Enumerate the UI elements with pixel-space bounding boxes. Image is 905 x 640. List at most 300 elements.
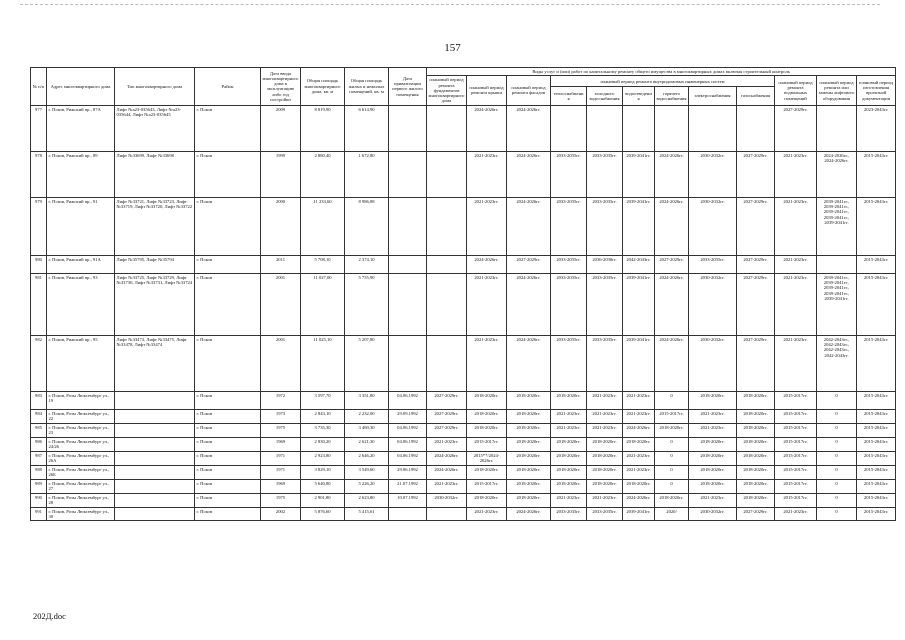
cell-total-area: 3 829,10 [301,465,345,479]
cell-year: 2001 [261,273,301,335]
cell-privat: 29.09.1992 [389,409,427,423]
cell-facade: 2024-2026гг. [507,507,551,521]
cell-docs: 2015-2043гг. [857,507,896,521]
cell-electro: 2030-2032гг. [689,507,737,521]
cell-docs: 2015-2043гг. [857,273,896,335]
cell-address: г. Псков, Розы Люксембург ул., 28 [47,493,115,507]
cell-roof: 2021-2023гг. [467,335,507,391]
cell-total-area: 11 233,60 [301,197,345,255]
cell-type: Лифт №33699, Лифт №33698 [115,151,195,197]
cell-privat [389,273,427,335]
cell-basement: 2015-2017гг. [775,451,817,465]
table-row [31,105,896,151]
cell-year: 1969 [261,437,301,451]
cell-sewer: 2039-2041гг. [623,507,655,521]
cell-living-area: 5 415,61 [345,507,389,521]
cell-total-area: 3 735,30 [301,423,345,437]
cell-living-area: 5 226,20 [345,479,389,493]
cell-lift: 2024-2026гг., 2024-2026гг. [817,151,857,197]
cell-type: Лифт №33725, Лифт №33729, Лифт №33730, Лифт №33731, Лифт №33724 [115,273,195,335]
col-roof: плановый период ремонта крыши [467,76,507,105]
cell-facade: 2024-2026гг. [507,105,551,151]
cell-address: г. Псков, Розы Люксембург ул., 27 [47,479,115,493]
cell-cold-water: 2033-2035гг. [587,273,623,335]
cell-type: Лифт №а23-035643, Лифт №а23-035644, Лифт №а23-035645 [115,105,195,151]
cell-electro: 2018-2020гг. [689,479,737,493]
cell-address: г. Псков, Рижский пр., 93 [47,273,115,335]
cell-foundation: 2021-2023гг. [427,437,467,451]
cell-gas: 2018-2020гг. [737,451,775,465]
cell-basement: 2015-2017гг. [775,465,817,479]
cell-living-area: 3 469,30 [345,423,389,437]
cell-heat [551,105,587,151]
table-row [31,423,896,437]
cell-living-area: 2 646,20 [345,451,389,465]
cell-hot-water: 2024-2026гг. [655,335,689,391]
cell-heat: 2021-2023гг. [551,409,587,423]
cell-living-area: 1 672,80 [345,151,389,197]
cell-address: г. Псков, Розы Люксембург ул., 30 [47,507,115,521]
cell-privat [389,197,427,255]
col-cold-water: холодного водоснабжения [587,87,623,105]
cell-district: г. Псков [195,465,261,479]
col-district: Район [195,68,261,106]
cell-roof: 2018-2020гг. [467,493,507,507]
cell-total-area: 2 880,40 [301,151,345,197]
cell-cold-water: 2021-2023гг. [587,391,623,409]
cell-district: г. Псков [195,151,261,197]
cell-foundation: 2027-2029гг. [427,409,467,423]
cell-cold-water: 2018-2020гг. [587,451,623,465]
cell-hot-water: 0 [655,451,689,465]
cell-docs: 2023-2043гг. [857,105,896,151]
col-sewer: водоотведения [623,87,655,105]
cell-roof: 2021-2023гг. [467,507,507,521]
cell-docs: 2015-2043гг. [857,423,896,437]
cell-hot-water: 2024-2026гг. [655,197,689,255]
cell-foundation [427,507,467,521]
cell-total-area: 2 843,10 [301,409,345,423]
cell-gas: 2018-2020гг. [737,423,775,437]
page-number: 157 [444,42,461,54]
cell-foundation: 2021-2023гг. [427,479,467,493]
cell-heat: 2033-2035гг. [551,255,587,273]
cell-hot-water: 2015-2017гг. [655,409,689,423]
col-group-works: Виды услуг и (или) работ по капитальному ремонту общего имущества в многоквартирных домах включая строительный контроль [427,68,896,76]
cell-roof: 2018-2020гг. [467,391,507,409]
cell-sewer [623,105,655,151]
cell-num: 982 [31,335,47,391]
cell-heat: 2021-2023гг. [551,493,587,507]
cell-gas: 2027-2029гг. [737,151,775,197]
cell-docs: 2015-2043гг. [857,335,896,391]
cell-basement: 2021-2023гг. [775,151,817,197]
cell-living-area: 5 207,80 [345,335,389,391]
cell-num: 987 [31,451,47,465]
cell-docs: 2015-2043гг. [857,151,896,197]
cell-year: 2001 [261,335,301,391]
col-year: Дата ввода многоквартирного дома в эксплуатацию либо год постройки [261,68,301,106]
cell-gas [737,105,775,151]
repair-program-table-wrapper [30,67,894,521]
cell-hot-water: 2018-2020гг. [655,423,689,437]
cell-district: г. Псков [195,391,261,409]
col-lift: плановый период ремонта или замены лифтового оборудования [817,76,857,105]
cell-heat: 2033-2035гг. [551,273,587,335]
cell-year: 2002 [261,507,301,521]
cell-district: г. Псков [195,197,261,255]
cell-year: 1973 [261,409,301,423]
cell-basement: 2027-2029гг. [775,105,817,151]
cell-docs: 2015-2043гг. [857,437,896,451]
cell-facade: 2024-2026гг. [507,151,551,197]
cell-address: г. Псков, Розы Люксембург ул., 26Б [47,465,115,479]
cell-lift: 0 [817,507,857,521]
table-row [31,273,896,335]
table-row [31,451,896,465]
cell-address: г. Псков, Рижский пр., 91 [47,197,115,255]
cell-heat: 2033-2035гг. [551,151,587,197]
cell-basement: 2015-2017гг. [775,391,817,409]
cell-district: г. Псков [195,507,261,521]
cell-electro: 2018-2020гг. [689,391,737,409]
cell-living-area: 6 614,90 [345,105,389,151]
cell-lift: 2039-2041гг., 2039-2041гг., 2039-2041гг., 2039-2041гг., 2039-2041гг. [817,273,857,335]
cell-hot-water: 0 [655,391,689,409]
cell-district: г. Псков [195,437,261,451]
cell-cold-water: 2033-2035гг. [587,335,623,391]
cell-hot-water: 2018-2020гг. [655,493,689,507]
cell-sewer: 2039-2041гг. [623,273,655,335]
cell-type [115,423,195,437]
cell-foundation [427,255,467,273]
cell-electro: 2021-2023гг. [689,409,737,423]
cell-docs: 2015-2043гг. [857,465,896,479]
cell-district: г. Псков [195,423,261,437]
cell-hot-water: 2020/ [655,507,689,521]
cell-lift [817,255,857,273]
cell-electro [689,105,737,151]
cell-total-area: 5 640,80 [301,479,345,493]
cell-total-area: 5 876,60 [301,507,345,521]
cell-facade: 2024-2026гг. [507,335,551,391]
cell-cold-water: 2018-2020гг. [587,437,623,451]
cell-gas: 2018-2020гг. [737,493,775,507]
table-row [31,479,896,493]
cell-sewer: 2018-2020гг. [623,437,655,451]
cell-sewer: 2021-2023гг. [623,391,655,409]
cell-facade: 2018-2020гг. [507,451,551,465]
cell-facade: 2018-2020гг. [507,409,551,423]
cell-lift: 0 [817,423,857,437]
cell-num: 977 [31,105,47,151]
cell-docs: 2015-2043гг. [857,391,896,409]
cell-year: 1975 [261,493,301,507]
cell-docs: 2015-2043гг. [857,479,896,493]
cell-privat [389,335,427,391]
cell-type [115,465,195,479]
col-group-systems: плановый период ремонта внутридомовых инженерных систем [551,76,775,87]
cell-privat [389,255,427,273]
table-row [31,335,896,391]
cell-basement: 2021-2023гг. [775,273,817,335]
cell-total-area: 3 597,70 [301,391,345,409]
cell-cold-water: 2021-2023гг. [587,409,623,423]
cell-gas: 2027-2029гг. [737,507,775,521]
cell-total-area: 11 025,10 [301,335,345,391]
cell-gas: 2027-2029гг. [737,255,775,273]
cell-num: 981 [31,273,47,335]
cell-roof: 2021-2023гг. [467,197,507,255]
col-living-area: Общая площадь жилых и нежилых помещений, кв. м [345,68,389,106]
col-electro: электроснабжения [689,87,737,105]
cell-basement: 2015-2017гг. [775,423,817,437]
header-row-1 [31,68,896,76]
table-row [31,151,896,197]
cell-year: 1999 [261,151,301,197]
cell-sewer: 2042-2043гг. [623,255,655,273]
cell-electro: 2030-2032гг. [689,151,737,197]
cell-roof: 2018-2020гг. [467,409,507,423]
cell-gas: 2027-2029гг. [737,335,775,391]
cell-type [115,479,195,493]
cell-foundation: 2027-2029гг. [427,423,467,437]
cell-facade: 2018-2020гг. [507,391,551,409]
cell-address: г. Псков, Рижский пр., 87А [47,105,115,151]
cell-roof: 2015-2017гг. [467,479,507,493]
cell-lift: 0 [817,493,857,507]
cell-foundation [427,335,467,391]
cell-lift: 0 [817,451,857,465]
cell-living-area: 8 986,88 [345,197,389,255]
cell-gas: 2018-2020гг. [737,391,775,409]
cell-privat [389,507,427,521]
cell-district: г. Псков [195,335,261,391]
cell-num: 990 [31,493,47,507]
cell-num: 989 [31,479,47,493]
cell-type [115,409,195,423]
cell-lift: 0 [817,479,857,493]
cell-basement: 2021-2023гг. [775,507,817,521]
table-row [31,465,896,479]
cell-electro: 2030-2032гг. [689,335,737,391]
cell-hot-water: 2024-2026гг. [655,273,689,335]
cell-hot-water: 0 [655,437,689,451]
col-num: № п/п [31,68,47,106]
cell-docs: 2015-2043гг. [857,255,896,273]
cell-sewer: 2039-2041гг. [623,335,655,391]
cell-basement: 2015-2017гг. [775,493,817,507]
table-row [31,493,896,507]
cell-type [115,437,195,451]
cell-roof: 2018-2020гг. [467,465,507,479]
cell-year: 1975 [261,423,301,437]
cell-docs: 2015-2043гг. [857,493,896,507]
table-body [31,105,896,521]
cell-sewer: 2039-2041гг. [623,151,655,197]
cell-basement: 2015-2017гг. [775,437,817,451]
cell-type: Лифт №33721, Лифт №33723, Лифт №33719, Лифт №33720, Лифт №33722 [115,197,195,255]
cell-district: г. Псков [195,105,261,151]
cell-cold-water: 2021-2023гг. [587,423,623,437]
cell-address: г. Псков, Розы Люксембург ул., 24/26 [47,437,115,451]
cell-roof: 2015**/2024-2026гг. [467,451,507,465]
col-gas: газоснабжения [737,87,775,105]
col-type: Тип многоквартирного дома [115,68,195,106]
cell-type: Лифт №35795, Лифт №35794 [115,255,195,273]
cell-num: 985 [31,423,47,437]
cell-lift: 2042-2043гг., 2042-2043гг., 2042-2043гг., 2042-2043гг. [817,335,857,391]
scan-edge [20,4,880,5]
cell-heat: 2033-2035гг. [551,335,587,391]
cell-facade: 2018-2020гг. [507,479,551,493]
cell-roof: 2024-2026гг. [467,105,507,151]
cell-total-area: 2 923,80 [301,451,345,465]
cell-cold-water: 2033-2035гг. [587,507,623,521]
cell-heat: 2018-2020гг. [551,437,587,451]
cell-num: 980 [31,255,47,273]
cell-electro: 2021-2023гг. [689,493,737,507]
cell-total-area: 8 819,90 [301,105,345,151]
table-row [31,255,896,273]
cell-sewer: 2024-2026гг. [623,423,655,437]
cell-hot-water: 2027-2029гг. [655,255,689,273]
col-address: Адрес многоквартирного дома [47,68,115,106]
cell-roof: 2021-2023гг. [467,273,507,335]
cell-living-area: 2 232,00 [345,409,389,423]
cell-roof: 2018-2020гг. [467,423,507,437]
cell-sewer: 2021-2023гг. [623,451,655,465]
cell-gas: 2018-2020гг. [737,465,775,479]
cell-privat [389,151,427,197]
cell-year: 1971 [261,465,301,479]
cell-heat: 2021-2023гг. [551,423,587,437]
cell-address: г. Псков, Рижский пр., 91А [47,255,115,273]
cell-year: 2000 [261,197,301,255]
cell-foundation: 2030-2032гг. [427,493,467,507]
cell-electro: 2018-2020гг. [689,451,737,465]
cell-foundation [427,197,467,255]
cell-electro: 2033-2035гг. [689,255,737,273]
cell-lift [817,105,857,151]
cell-electro: 2018-2020гг. [689,465,737,479]
cell-num: 978 [31,151,47,197]
cell-gas: 2027-2029гг. [737,273,775,335]
cell-district: г. Псков [195,273,261,335]
cell-foundation [427,151,467,197]
cell-cold-water: 2036-2038гг. [587,255,623,273]
cell-heat: 2033-2035гг. [551,197,587,255]
cell-district: г. Псков [195,493,261,507]
cell-num: 984 [31,409,47,423]
cell-type [115,391,195,409]
cell-gas: 2018-2020гг. [737,437,775,451]
cell-living-area: 2 621,30 [345,437,389,451]
table-row [31,391,896,409]
cell-roof: 2021-2023гг. [467,151,507,197]
cell-heat: 2018-2020гг. [551,451,587,465]
cell-address: г. Псков, Розы Люксембург ул., 19 [47,391,115,409]
cell-basement: 2015-2017гг. [775,479,817,493]
cell-foundation [427,273,467,335]
cell-sewer: 2021-2023гг. [623,409,655,423]
cell-living-area: 2 623,80 [345,493,389,507]
cell-heat: 2018-2020гг. [551,465,587,479]
cell-hot-water: 2024-2026гг. [655,151,689,197]
cell-heat: 2018-2020гг. [551,391,587,409]
cell-total-area: 11 027,00 [301,273,345,335]
repair-program-table [30,67,896,521]
cell-sewer: 2039-2041гг. [623,197,655,255]
col-heat: теплоснабжения [551,87,587,105]
cell-privat [389,105,427,151]
cell-hot-water [655,105,689,151]
cell-gas: 2018-2020гг. [737,409,775,423]
cell-privat: 29.06.1992 [389,465,427,479]
cell-sewer: 2021-2023гг. [623,465,655,479]
cell-num: 991 [31,507,47,521]
cell-electro: 2030-2032гг. [689,197,737,255]
cell-num: 986 [31,437,47,451]
cell-basement: 2021-2023гг. [775,335,817,391]
cell-roof: 2015-2017гг. [467,437,507,451]
cell-total-area: 2 830,20 [301,437,345,451]
cell-privat: 04.06.1992 [389,451,427,465]
cell-lift: 0 [817,409,857,423]
cell-district: г. Псков [195,451,261,465]
col-facade: плановый период ремонта фасадов [507,76,551,105]
cell-lift: 2039-2041гг., 2039-2041гг., 2039-2041гг., 2039-2041гг., 2039-2041гг. [817,197,857,255]
file-name-footer: 202Д.doc [33,611,66,621]
cell-privat: 10.07.1992 [389,493,427,507]
cell-gas: 2018-2020гг. [737,479,775,493]
table-row [31,197,896,255]
cell-hot-water: 0 [655,479,689,493]
cell-foundation [427,105,467,151]
table-row [31,437,896,451]
col-total-area: Общая площадь многоквартирного дома, кв. м [301,68,345,106]
cell-district: г. Псков [195,479,261,493]
cell-heat: 2018-2020гг. [551,479,587,493]
cell-facade: 2024-2026гг. [507,273,551,335]
col-basement: плановый период ремонта подвальных помещений [775,76,817,105]
cell-privat: 04.06.1992 [389,423,427,437]
cell-heat: 2033-2035гг. [551,507,587,521]
cell-total-area: 5 708,10 [301,255,345,273]
cell-basement: 2021-2023гг. [775,197,817,255]
cell-type: Лифт №33473, Лифт №33475, Лифт №33478, Лифт №33474 [115,335,195,391]
cell-facade: 2018-2020гг. [507,437,551,451]
cell-facade: 2027-2029гг. [507,255,551,273]
cell-num: 979 [31,197,47,255]
cell-year: 2009 [261,105,301,151]
cell-sewer: 2018-2020гг. [623,479,655,493]
cell-address: г. Псков, Рижский пр., 89 [47,151,115,197]
cell-type [115,451,195,465]
cell-basement: 2021-2023гг. [775,255,817,273]
cell-type [115,507,195,521]
cell-privat: 04.06.1992 [389,437,427,451]
cell-total-area: 2 901,80 [301,493,345,507]
cell-cold-water: 2018-2020гг. [587,465,623,479]
cell-year: 1972 [261,391,301,409]
cell-foundation: 2024-2026гг. [427,465,467,479]
cell-lift: 0 [817,391,857,409]
cell-roof: 2024-2026гг. [467,255,507,273]
cell-address: г. Псков, Рижский пр., 95 [47,335,115,391]
cell-cold-water: 2033-2035гг. [587,151,623,197]
cell-facade: 2024-2026гг. [507,197,551,255]
